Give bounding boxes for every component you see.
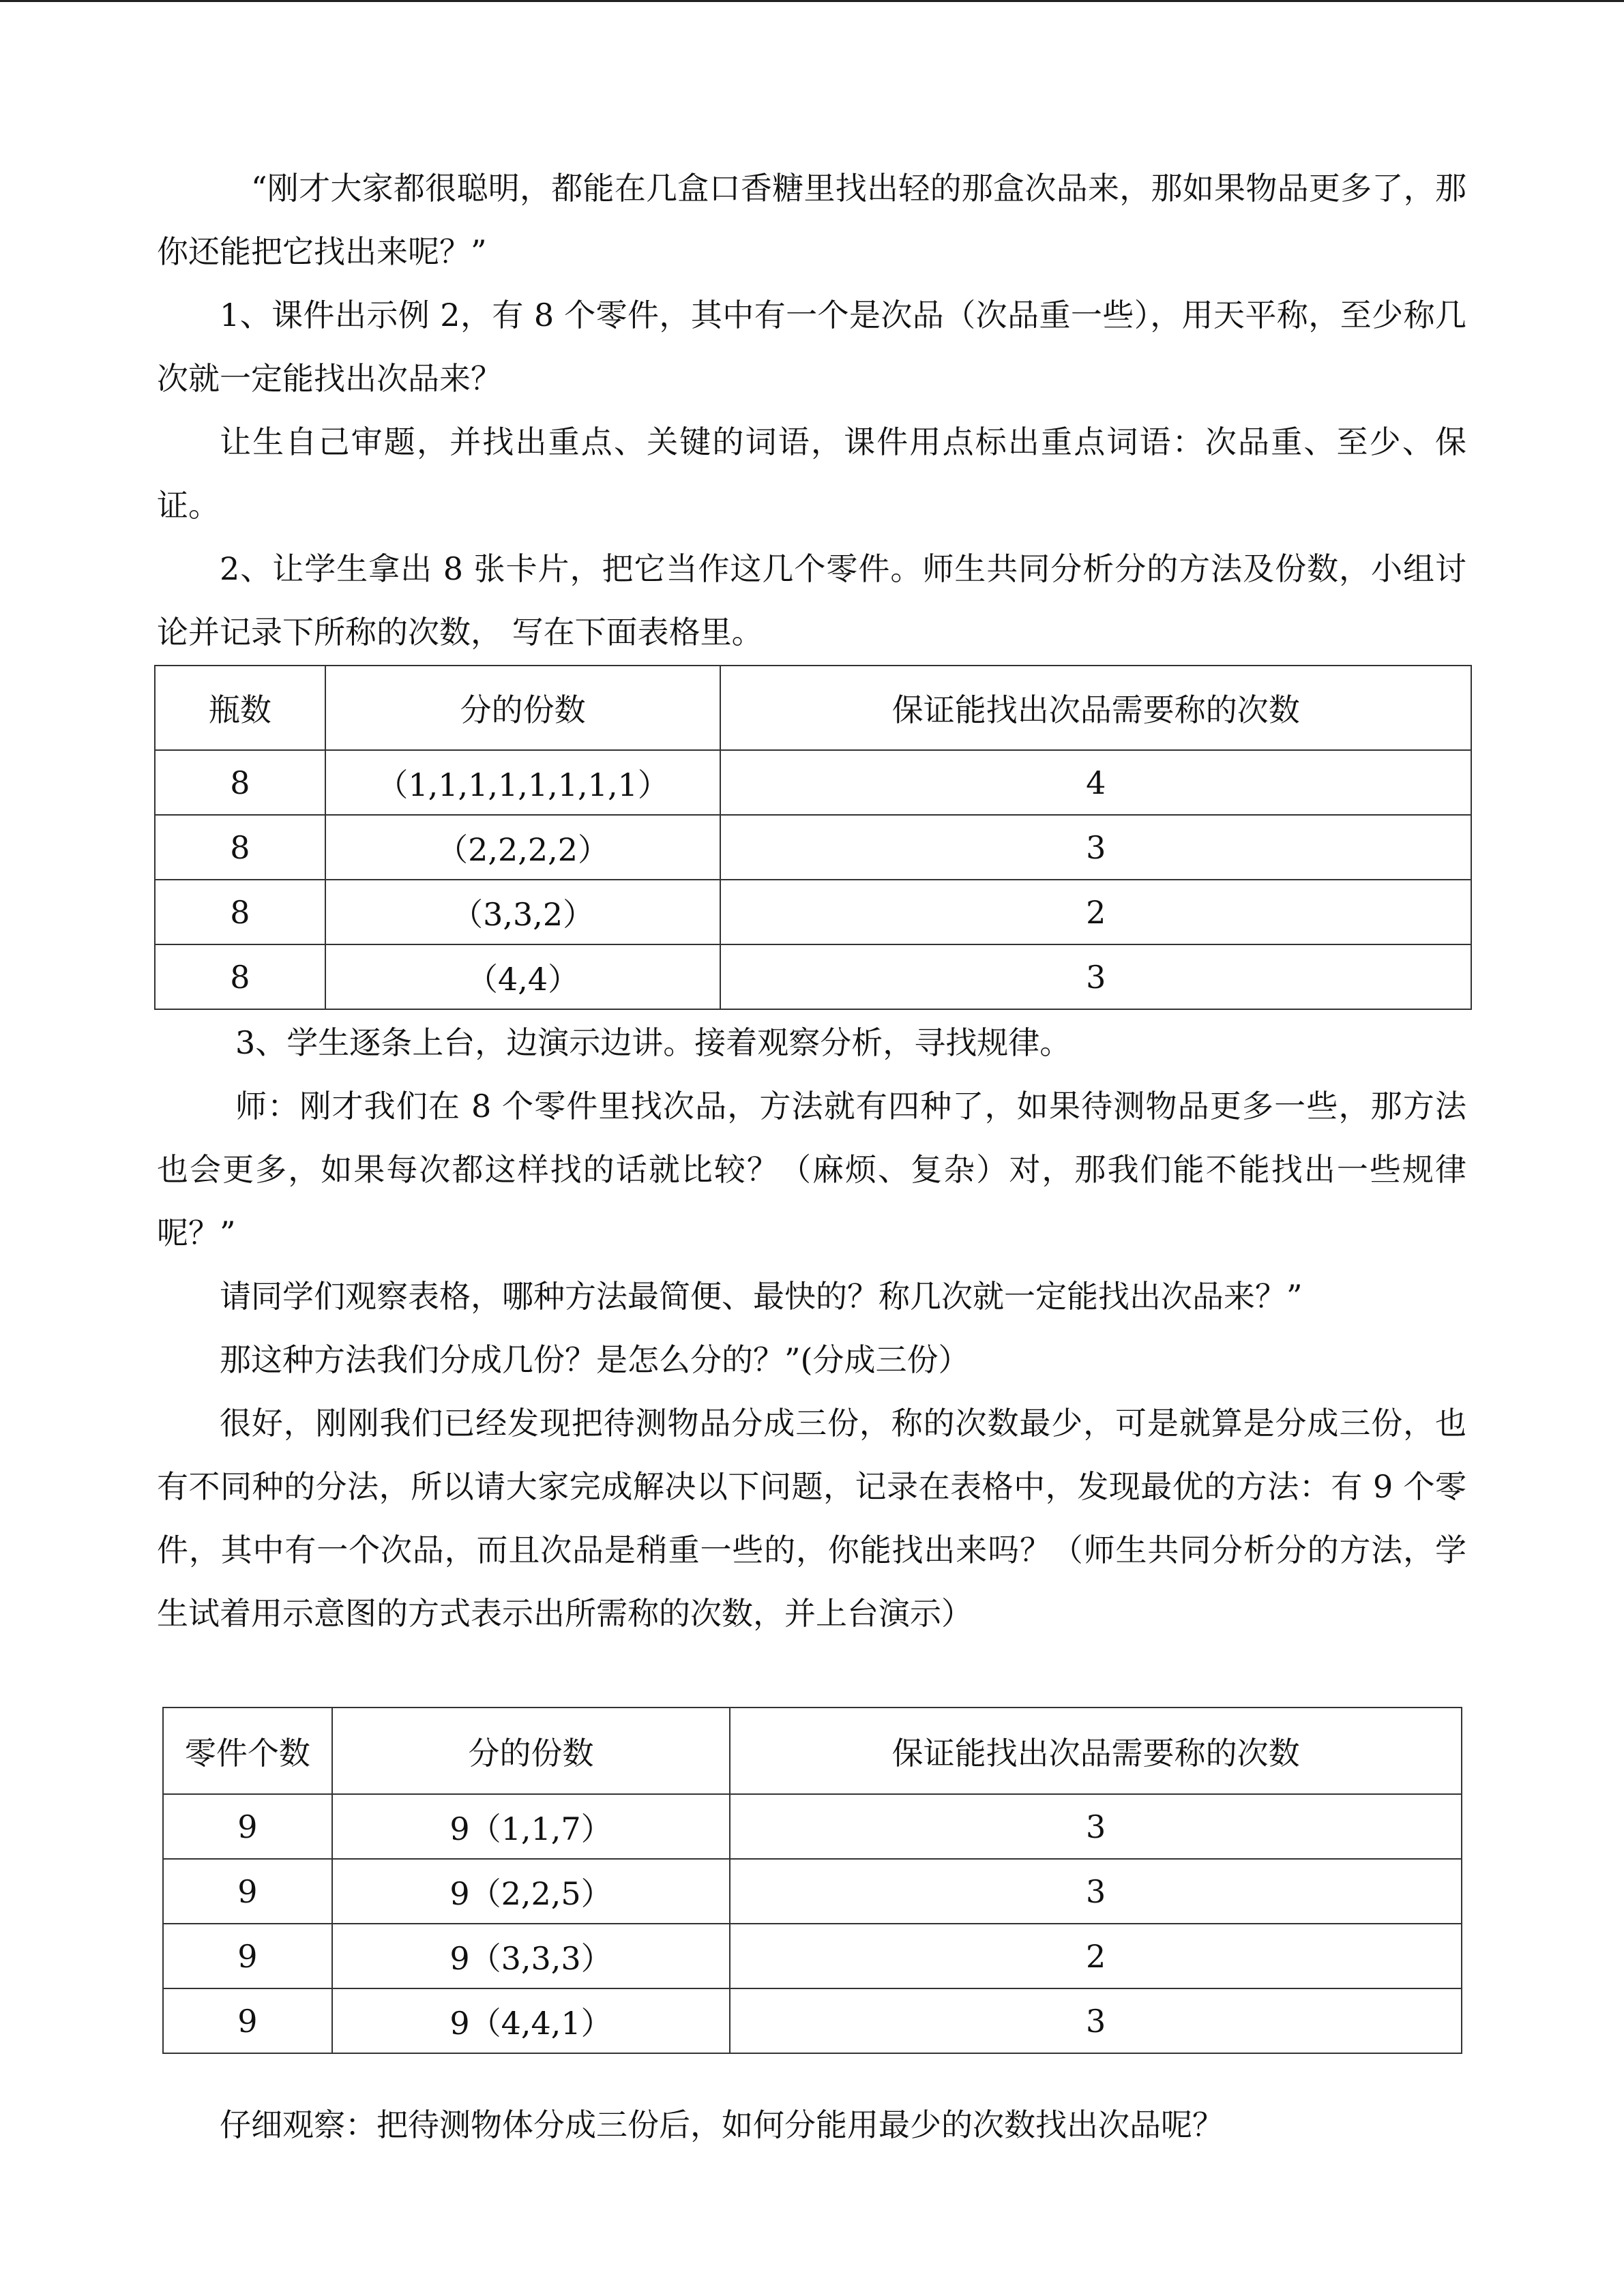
table-header-cell: 保证能找出次品需要称的次数 [730, 1708, 1462, 1794]
table-row [155, 880, 1471, 944]
table-cell: 8 [155, 880, 325, 944]
table-cell: （1,1,1,1,1,1,1,1） [325, 750, 721, 815]
table-nine-parts [162, 1707, 1462, 2054]
paragraph-intro-quote: “刚才大家都很聪明，都能在几盒口香糖里找出轻的那盒次品来，那如果物品更多了，那你还能把它找出来呢？” [157, 170, 1466, 270]
table-cell: 9 [163, 1988, 332, 2053]
table-cell: 9（1,1,7） [332, 1794, 730, 1859]
table-row [163, 1924, 1462, 1988]
table-cell: 2 [720, 880, 1471, 944]
table-cell: 3 [730, 1988, 1462, 2053]
paragraph-cards-activity: 2、让学生拿出 8 张卡片，把它当作这几个零件。师生共同分析分的方法及份数，小组讨论并记录下所称的次数， 写在下面表格里。 [157, 550, 1466, 651]
table-cell: 9 [163, 1794, 332, 1859]
table-cell: 8 [155, 815, 325, 880]
table-header-row [155, 666, 1471, 750]
table-cell: 9 [163, 1859, 332, 1924]
table-cell: 9 [163, 1924, 332, 1988]
table-header-cell: 保证能找出次品需要称的次数 [720, 666, 1471, 750]
paragraph-students-demo: 3、学生逐条上台，边演示边讲。接着观察分析，寻找规律。 [235, 1024, 1072, 1061]
paragraph-final-question: 仔细观察：把待测物体分成三份后，如何分能用最少的次数找出次品呢？ [220, 2106, 1224, 2143]
table-header-cell: 分的份数 [325, 666, 721, 750]
document-body-middle [157, 1011, 1466, 1645]
table-cell: 3 [730, 1794, 1462, 1859]
paragraph-three-parts: 那这种方法我们分成几份？是怎么分的？”(分成三份） [220, 1341, 970, 1378]
table-cell: 2 [730, 1924, 1462, 1988]
table-header-cell: 零件个数 [163, 1708, 332, 1794]
paragraph-nine-parts-task: 很好，刚刚我们已经发现把待测物品分成三份，称的次数最少，可是就算是分成三份，也有不同种的分法，所以请大家完成解决以下问题，记录在表格中，发现最优的方法：有 9 个零件，其中有一个次品，而且次品是稍重一些的，你能找出来吗？（师生共同分析分的方法，学生试着用示意图的方式表示出所需称的次数，并上台演示） [157, 1405, 1466, 1632]
table-cell: 3 [720, 815, 1471, 880]
table-cell: 8 [155, 750, 325, 815]
table-header-row [163, 1708, 1462, 1794]
table-row [155, 944, 1471, 1009]
table-cell: 8 [155, 944, 325, 1009]
table-cell: 9（4,4,1） [332, 1988, 730, 2053]
table-row [155, 815, 1471, 880]
paragraph-teacher-question: 师：刚才我们在 8 个零件里找次品，方法就有四种了，如果待测物品更多一些，那方法也会更多，如果每次都这样找的话就比较？（麻烦、复杂）对，那我们能不能找出一些规律呢？” [157, 1088, 1466, 1251]
table-cell: 3 [720, 944, 1471, 1009]
table-cell: 9（2,2,5） [332, 1859, 730, 1924]
table-cell: （4,4） [325, 944, 721, 1009]
table-row [163, 1988, 1462, 2053]
table-cell: 3 [730, 1859, 1462, 1924]
paragraph-observe-table: 请同学们观察表格，哪种方法最简便、最快的？称几次就一定能找出次品来？” [220, 1278, 1303, 1315]
table-eight-parts [154, 665, 1472, 1010]
table-row [155, 750, 1471, 815]
table-cell: 4 [720, 750, 1471, 815]
table-cell: （2,2,2,2） [325, 815, 721, 880]
paragraph-example-2: 1、课件出示例 2，有 8 个零件，其中有一个是次品（次品重一些），用天平称，至少称几次就一定能找出次品来？ [157, 297, 1466, 397]
table-header-cell: 瓶数 [155, 666, 325, 750]
table-cell: 9（3,3,3） [332, 1924, 730, 1988]
document-body-bottom [157, 2093, 1466, 2157]
table-cell: （3,3,2） [325, 880, 721, 944]
table-row [163, 1859, 1462, 1924]
paragraph-review-keywords: 让生自己审题，并找出重点、关键的词语，课件用点标出重点词语：次品重、至少、保证。 [157, 423, 1466, 524]
table-header-cell: 分的份数 [332, 1708, 730, 1794]
page-top-border [0, 0, 1624, 2]
table-row [163, 1794, 1462, 1859]
document-body-top [157, 157, 1466, 664]
